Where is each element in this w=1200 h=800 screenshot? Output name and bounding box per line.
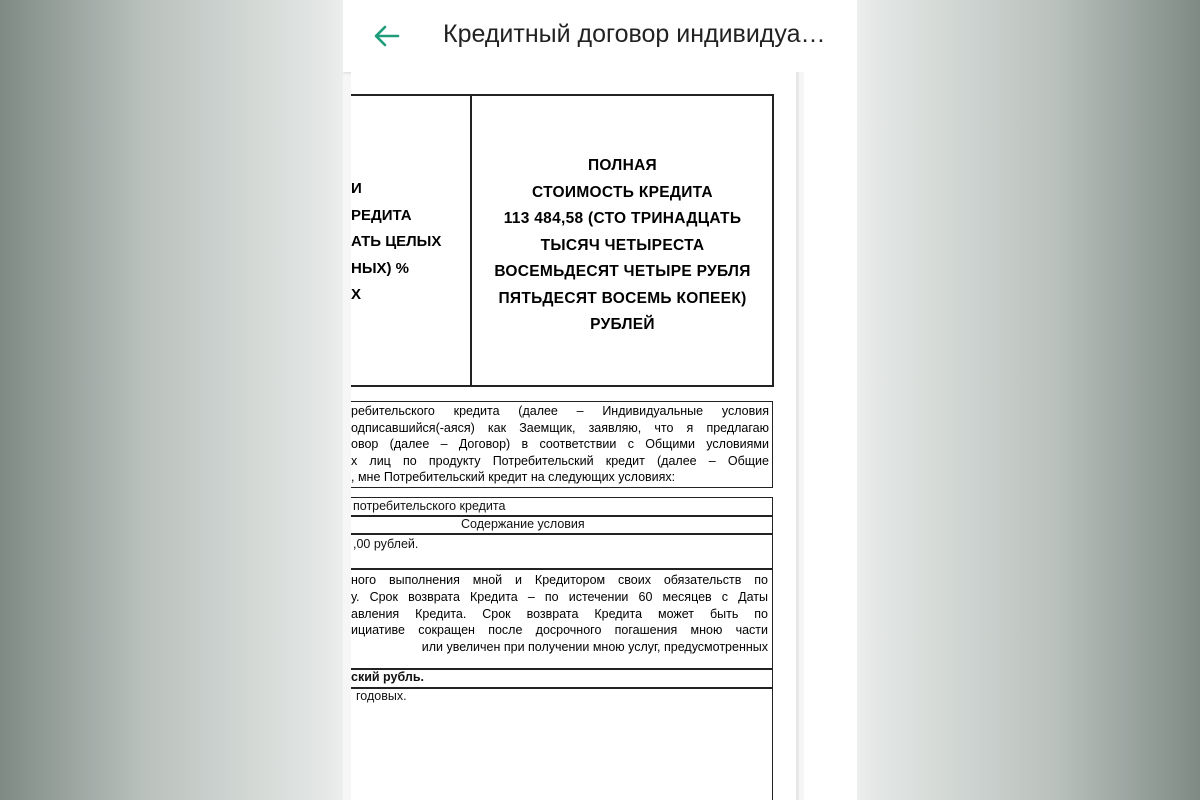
term-paragraph: ного выполнения мной и Кредитором своих обязательств по у. Срок возврата Кредита – по истечении 60 месяцев с Даты авления Кредита. Срок возврата Кредита может быть по ициативе сокращен после досрочного погашения мною части или увеличен при получении мною услуг, предусмотренных [351,573,768,655]
full-cost-text: ПОЛНАЯ СТОИМОСТЬ КРЕДИТА 113 484,58 (СТО ТРИНАДЦАТЬ ТЫСЯЧ ЧЕТЫРЕСТА ВОСЕМЬДЕСЯТ ЧЕТЫРЕ РУБЛЯ ПЯТЬДЕСЯТ ВОСЕМЬ КОПЕЕК) РУБЛЕЙ [494,157,751,333]
page-edge [796,72,857,800]
app-bar [343,0,857,72]
conditions-title: потребительского кредита [353,499,506,513]
back-button[interactable] [369,18,405,54]
document-title: Кредитный договор индивидуа… [443,20,826,48]
document-page[interactable] [351,72,796,800]
currency-fragment: ский рубль. [351,670,424,684]
arrow-left-icon [374,25,400,47]
conditions-header: Содержание условия [461,517,585,531]
left-col-text: И РЕДИТА АТЬ ЦЕЛЫХ НЫХ) % Х [351,180,442,303]
amount-fragment: ,00 рублей. [353,537,419,551]
rate-fragment: годовых. [356,689,407,703]
row-divider [351,687,773,689]
intro-paragraph: ребительского кредита (далее – Индивидуальные условия одписавшийся(-аяся) как Заемщик, заявляю, что я предлагаю овор (далее – Договор) в соответствии с Общими условиями х лиц по продукту Потребительский кредит (далее – Общие , мне Потребительский кредит на следующих условиях: [351,404,769,485]
row-divider [351,568,773,570]
phone-screen [343,0,857,800]
row-divider [351,533,773,535]
